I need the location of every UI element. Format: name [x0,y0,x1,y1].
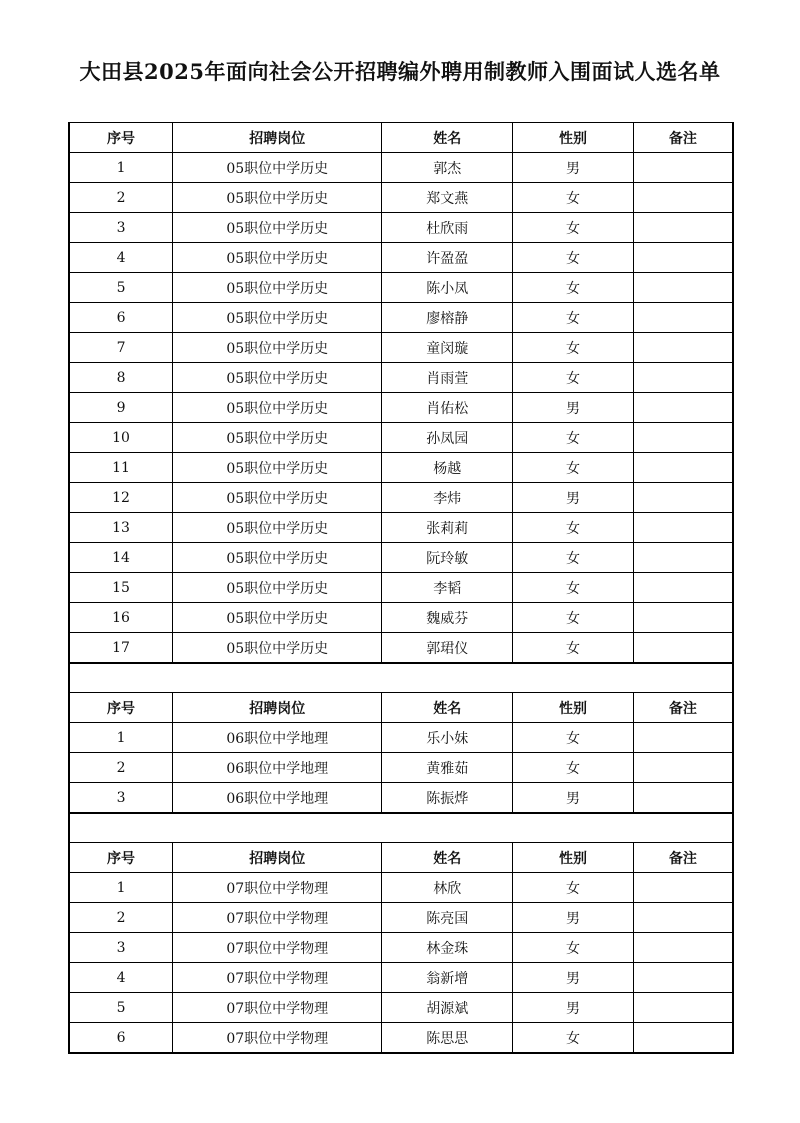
serial-number-cell: 11 [70,453,173,483]
position-cell: 05职位中学历史 [173,543,382,573]
gender-cell: 男 [513,903,634,933]
gender-cell: 女 [513,723,634,753]
table-row [70,483,732,513]
name-cell: 孙凤园 [382,423,513,453]
table-row [70,303,732,333]
name-cell: 魏威芬 [382,603,513,633]
remarks-cell [633,153,732,183]
gender-cell: 男 [513,153,634,183]
position-cell: 05职位中学历史 [173,243,382,273]
serial-number-cell: 3 [70,933,173,963]
name-cell: 李韬 [382,573,513,603]
candidate-list-sheet [68,122,734,1054]
candidate-table [70,692,732,813]
serial-number-cell: 17 [70,633,173,663]
table-header-row [70,693,732,723]
column-header-remarks: 备注 [633,843,732,873]
position-cell: 05职位中学历史 [173,363,382,393]
serial-number-cell: 1 [70,153,173,183]
remarks-cell [633,333,732,363]
remarks-cell [633,213,732,243]
table-row [70,873,732,903]
column-header-position: 招聘岗位 [173,693,382,723]
column-header-name: 姓名 [382,693,513,723]
serial-number-cell: 6 [70,1023,173,1053]
name-cell: 郑文燕 [382,183,513,213]
position-cell: 05职位中学历史 [173,453,382,483]
candidate-table [70,122,732,663]
table-row [70,363,732,393]
gender-cell: 女 [513,633,634,663]
gender-cell: 女 [513,513,634,543]
position-cell: 05职位中学历史 [173,273,382,303]
serial-number-cell: 5 [70,993,173,1023]
remarks-cell [633,753,732,783]
name-cell: 肖雨萱 [382,363,513,393]
table-row [70,753,732,783]
remarks-cell [633,483,732,513]
remarks-cell [633,903,732,933]
remarks-cell [633,363,732,393]
gender-cell: 女 [513,213,634,243]
serial-number-cell: 15 [70,573,173,603]
gender-cell: 男 [513,483,634,513]
column-header-position: 招聘岗位 [173,123,382,153]
position-cell: 07职位中学物理 [173,873,382,903]
column-header-remarks: 备注 [633,123,732,153]
serial-number-cell: 2 [70,753,173,783]
gender-cell: 女 [513,603,634,633]
remarks-cell [633,723,732,753]
gender-cell: 女 [513,303,634,333]
remarks-cell [633,543,732,573]
name-cell: 翁新增 [382,963,513,993]
name-cell: 陈振烨 [382,783,513,813]
position-cell: 05职位中学历史 [173,393,382,423]
position-cell: 07职位中学物理 [173,963,382,993]
serial-number-cell: 13 [70,513,173,543]
name-cell: 陈小凤 [382,273,513,303]
position-cell: 05职位中学历史 [173,183,382,213]
remarks-cell [633,603,732,633]
remarks-cell [633,243,732,273]
name-cell: 肖佑松 [382,393,513,423]
position-cell: 06职位中学地理 [173,753,382,783]
name-cell: 许盈盈 [382,243,513,273]
table-row [70,513,732,543]
gender-cell: 女 [513,243,634,273]
gender-cell: 女 [513,753,634,783]
remarks-cell [633,303,732,333]
name-cell: 黄雅茹 [382,753,513,783]
name-cell: 阮玲敏 [382,543,513,573]
position-cell: 05职位中学历史 [173,513,382,543]
serial-number-cell: 6 [70,303,173,333]
serial-number-cell: 4 [70,963,173,993]
table-row [70,393,732,423]
name-cell: 童闵璇 [382,333,513,363]
table-row [70,963,732,993]
gender-cell: 男 [513,393,634,423]
table-row [70,423,732,453]
remarks-cell [633,633,732,663]
gender-cell: 男 [513,963,634,993]
section-gap [70,663,732,692]
table-row [70,543,732,573]
serial-number-cell: 8 [70,363,173,393]
remarks-cell [633,393,732,423]
serial-number-cell: 1 [70,873,173,903]
table-row [70,453,732,483]
remarks-cell [633,513,732,543]
name-cell: 张莉莉 [382,513,513,543]
remarks-cell [633,183,732,213]
column-header-serial-number: 序号 [70,843,173,873]
column-header-name: 姓名 [382,843,513,873]
table-row [70,993,732,1023]
table-row [70,933,732,963]
table-row [70,1023,732,1053]
remarks-cell [633,783,732,813]
serial-number-cell: 9 [70,393,173,423]
name-cell: 郭珺仪 [382,633,513,663]
name-cell: 林欣 [382,873,513,903]
table-row [70,903,732,933]
remarks-cell [633,573,732,603]
position-cell: 05职位中学历史 [173,603,382,633]
table-header-row [70,123,732,153]
table-row [70,183,732,213]
column-header-gender: 性别 [513,843,634,873]
serial-number-cell: 5 [70,273,173,303]
remarks-cell [633,1023,732,1053]
remarks-cell [633,273,732,303]
serial-number-cell: 3 [70,783,173,813]
table-row [70,153,732,183]
table-row [70,783,732,813]
table-row [70,213,732,243]
remarks-cell [633,933,732,963]
remarks-cell [633,423,732,453]
name-cell: 杨越 [382,453,513,483]
position-cell: 07职位中学物理 [173,903,382,933]
gender-cell: 女 [513,423,634,453]
gender-cell: 女 [513,933,634,963]
gender-cell: 女 [513,453,634,483]
gender-cell: 女 [513,333,634,363]
column-header-gender: 性别 [513,693,634,723]
position-cell: 07职位中学物理 [173,1023,382,1053]
name-cell: 李炜 [382,483,513,513]
position-cell: 05职位中学历史 [173,303,382,333]
column-header-serial-number: 序号 [70,693,173,723]
serial-number-cell: 1 [70,723,173,753]
column-header-name: 姓名 [382,123,513,153]
column-header-remarks: 备注 [633,693,732,723]
serial-number-cell: 2 [70,183,173,213]
serial-number-cell: 4 [70,243,173,273]
table-row [70,273,732,303]
table-header-row [70,843,732,873]
table-row [70,603,732,633]
name-cell: 陈思思 [382,1023,513,1053]
candidate-table [70,842,732,1053]
position-cell: 05职位中学历史 [173,573,382,603]
position-cell: 05职位中学历史 [173,633,382,663]
position-cell: 05职位中学历史 [173,423,382,453]
position-cell: 05职位中学历史 [173,333,382,363]
position-cell: 05职位中学历史 [173,153,382,183]
gender-cell: 女 [513,273,634,303]
table-row [70,633,732,663]
serial-number-cell: 2 [70,903,173,933]
column-header-position: 招聘岗位 [173,843,382,873]
column-header-serial-number: 序号 [70,123,173,153]
position-cell: 05职位中学历史 [173,483,382,513]
table-row [70,723,732,753]
remarks-cell [633,873,732,903]
name-cell: 乐小妹 [382,723,513,753]
remarks-cell [633,963,732,993]
serial-number-cell: 7 [70,333,173,363]
serial-number-cell: 16 [70,603,173,633]
gender-cell: 男 [513,993,634,1023]
gender-cell: 女 [513,1023,634,1053]
position-cell: 06职位中学地理 [173,723,382,753]
table-row [70,243,732,273]
gender-cell: 男 [513,783,634,813]
table-row [70,573,732,603]
position-cell: 05职位中学历史 [173,213,382,243]
position-cell: 06职位中学地理 [173,783,382,813]
name-cell: 杜欣雨 [382,213,513,243]
serial-number-cell: 14 [70,543,173,573]
name-cell: 郭杰 [382,153,513,183]
column-header-gender: 性别 [513,123,634,153]
serial-number-cell: 3 [70,213,173,243]
serial-number-cell: 10 [70,423,173,453]
name-cell: 林金珠 [382,933,513,963]
document-title: 大田县2025年面向社会公开招聘编外聘用制教师入围面试人选名单 [79,59,721,84]
name-cell: 胡源斌 [382,993,513,1023]
gender-cell: 女 [513,183,634,213]
gender-cell: 女 [513,543,634,573]
table-row [70,333,732,363]
name-cell: 廖榕静 [382,303,513,333]
remarks-cell [633,993,732,1023]
gender-cell: 女 [513,363,634,393]
name-cell: 陈亮国 [382,903,513,933]
position-cell: 07职位中学物理 [173,933,382,963]
position-cell: 07职位中学物理 [173,993,382,1023]
gender-cell: 女 [513,873,634,903]
gender-cell: 女 [513,573,634,603]
serial-number-cell: 12 [70,483,173,513]
section-gap [70,813,732,842]
remarks-cell [633,453,732,483]
